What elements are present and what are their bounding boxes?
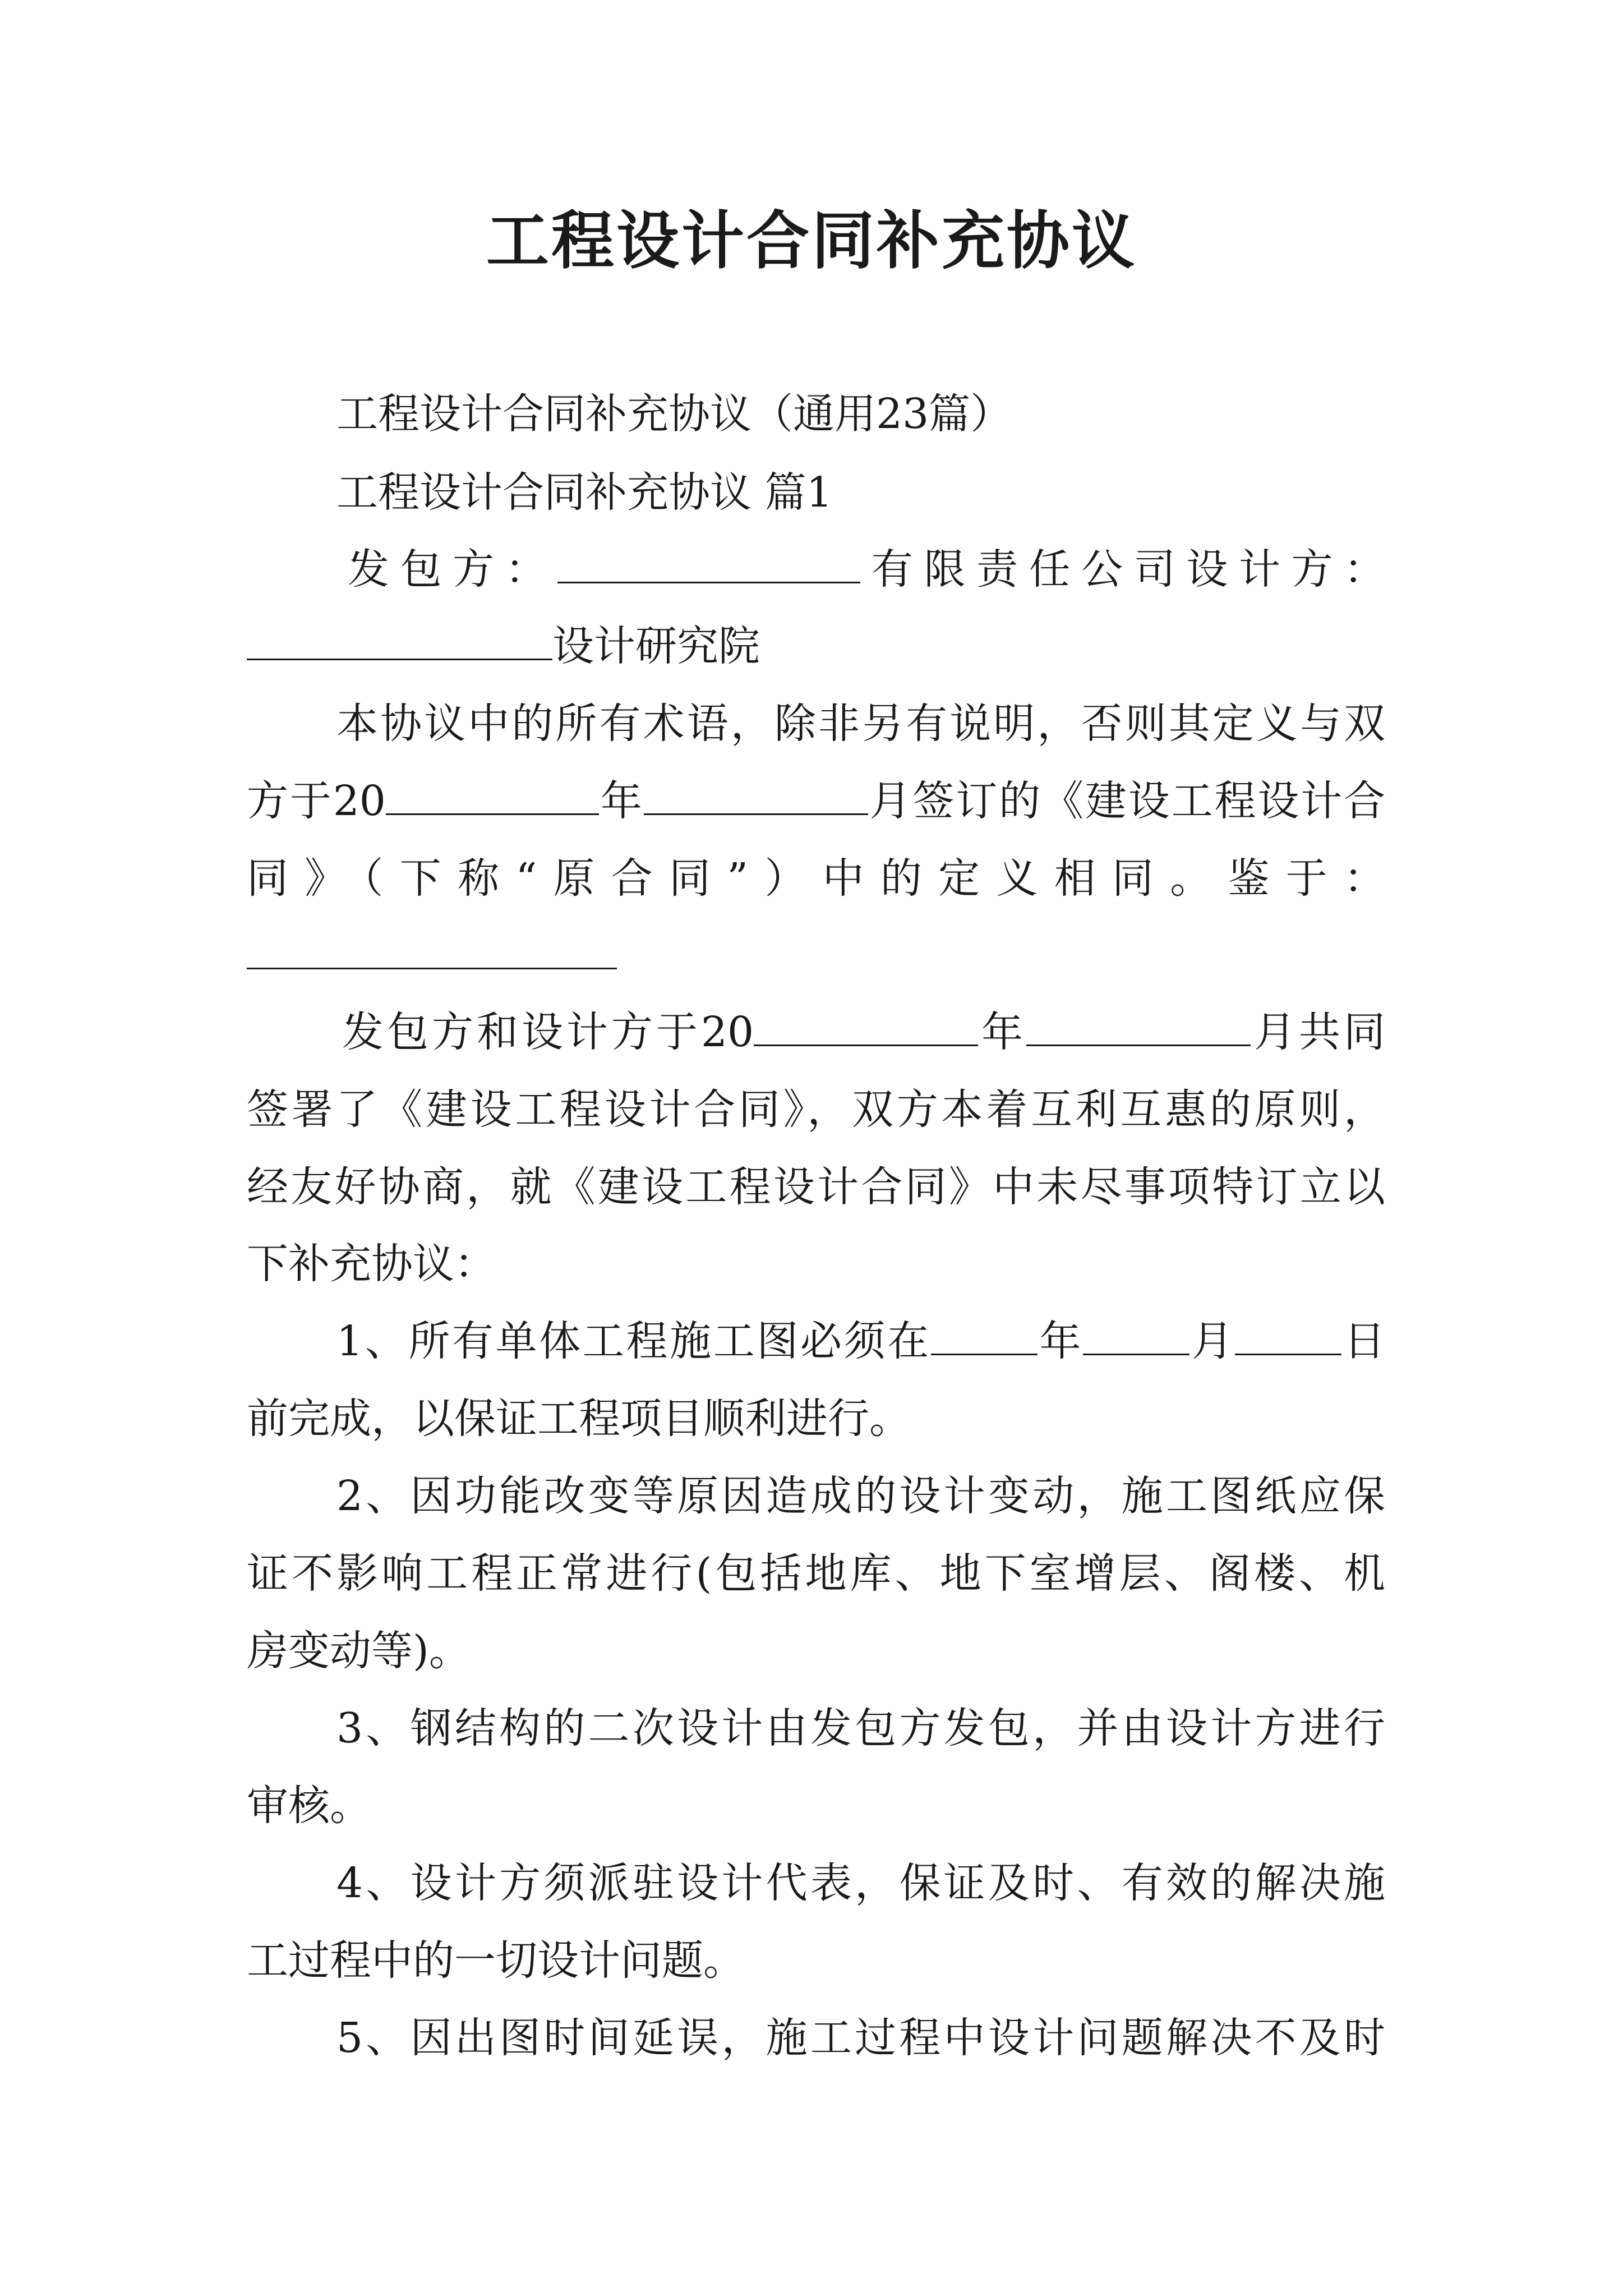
employer-label: 发包方： xyxy=(348,545,558,593)
item-3-line-1: 3、钢结构的二次设计由发包方发包，并由设计方进行 xyxy=(336,1704,1385,1752)
terms-year-blank xyxy=(386,774,599,815)
item-2-line-1: 2、因功能改变等原因造成的设计变动，施工图纸应保 xyxy=(336,1472,1385,1520)
terms-year-prefix: 方于20 xyxy=(247,777,386,825)
signed-year-label: 年 xyxy=(978,1008,1027,1056)
signed-month-suffix: 月共同 xyxy=(1251,1008,1386,1056)
item-1-day-label: 日 xyxy=(1341,1317,1386,1365)
item-1-line-1 xyxy=(336,1313,1385,1369)
terms-line-3: 同》（下称“原合同”）中的定义相同。鉴于： xyxy=(247,854,1385,903)
signed-line-1 xyxy=(342,1004,1385,1060)
item-1-line-2: 前完成，以保证工程项目顺利进行。 xyxy=(247,1395,911,1443)
signed-line-3: 经友好协商，就《建设工程设计合同》中未尽事项特订立以 xyxy=(247,1163,1385,1211)
signed-line-4: 下补充协议： xyxy=(247,1240,496,1288)
signed-year-prefix: 发包方和设计方于20 xyxy=(342,1008,754,1056)
item-1-month-label: 月 xyxy=(1189,1317,1235,1365)
item-1-year-label: 年 xyxy=(1037,1317,1083,1365)
designer-name-blank xyxy=(247,619,552,660)
item-4-line-1: 4、设计方须派驻设计代表，保证及时、有效的解决施 xyxy=(336,1859,1385,1907)
whereas-blank-line xyxy=(247,968,617,969)
item-1-text: 1、所有单体工程施工图必须在 xyxy=(336,1317,931,1365)
signed-line-2: 签署了《建设工程设计合同》，双方本着互利互惠的原则， xyxy=(247,1085,1385,1134)
terms-month-blank xyxy=(644,774,868,815)
document-title: 工程设计合同补充协议 xyxy=(486,204,1137,278)
document-subtitle: 工程设计合同补充协议（通用23篇） xyxy=(336,390,1012,438)
parties-line xyxy=(348,541,1385,597)
item-1-day-blank xyxy=(1235,1314,1341,1355)
item-5-line-1: 5、因出图时间延误，施工过程中设计问题解决不及时 xyxy=(336,2014,1385,2062)
item-3-line-2: 审核。 xyxy=(247,1782,371,1830)
terms-month-suffix: 月签订的《建设工程设计合 xyxy=(868,777,1385,825)
section-heading: 工程设计合同补充协议 篇1 xyxy=(336,468,833,517)
designer-line xyxy=(247,618,1385,674)
item-1-month-blank xyxy=(1083,1314,1189,1355)
employer-suffix: 有限责任公司设计方： xyxy=(860,545,1386,593)
terms-year-label: 年 xyxy=(598,777,644,825)
item-2-line-3: 房变动等)。 xyxy=(247,1627,471,1675)
employer-name-blank xyxy=(557,542,860,583)
item-4-line-2: 工过程中的一切设计问题。 xyxy=(247,1936,745,1985)
designer-suffix: 设计研究院 xyxy=(552,622,760,670)
terms-line-2 xyxy=(247,773,1385,829)
signed-month-blank xyxy=(1026,1005,1251,1046)
item-2-line-2: 证不影响工程正常进行(包括地库、地下室增层、阁楼、机 xyxy=(247,1549,1385,1598)
signed-year-blank xyxy=(754,1005,978,1046)
item-1-year-blank xyxy=(931,1314,1038,1355)
terms-line-1: 本协议中的所有术语，除非另有说明，否则其定义与双 xyxy=(336,700,1385,748)
